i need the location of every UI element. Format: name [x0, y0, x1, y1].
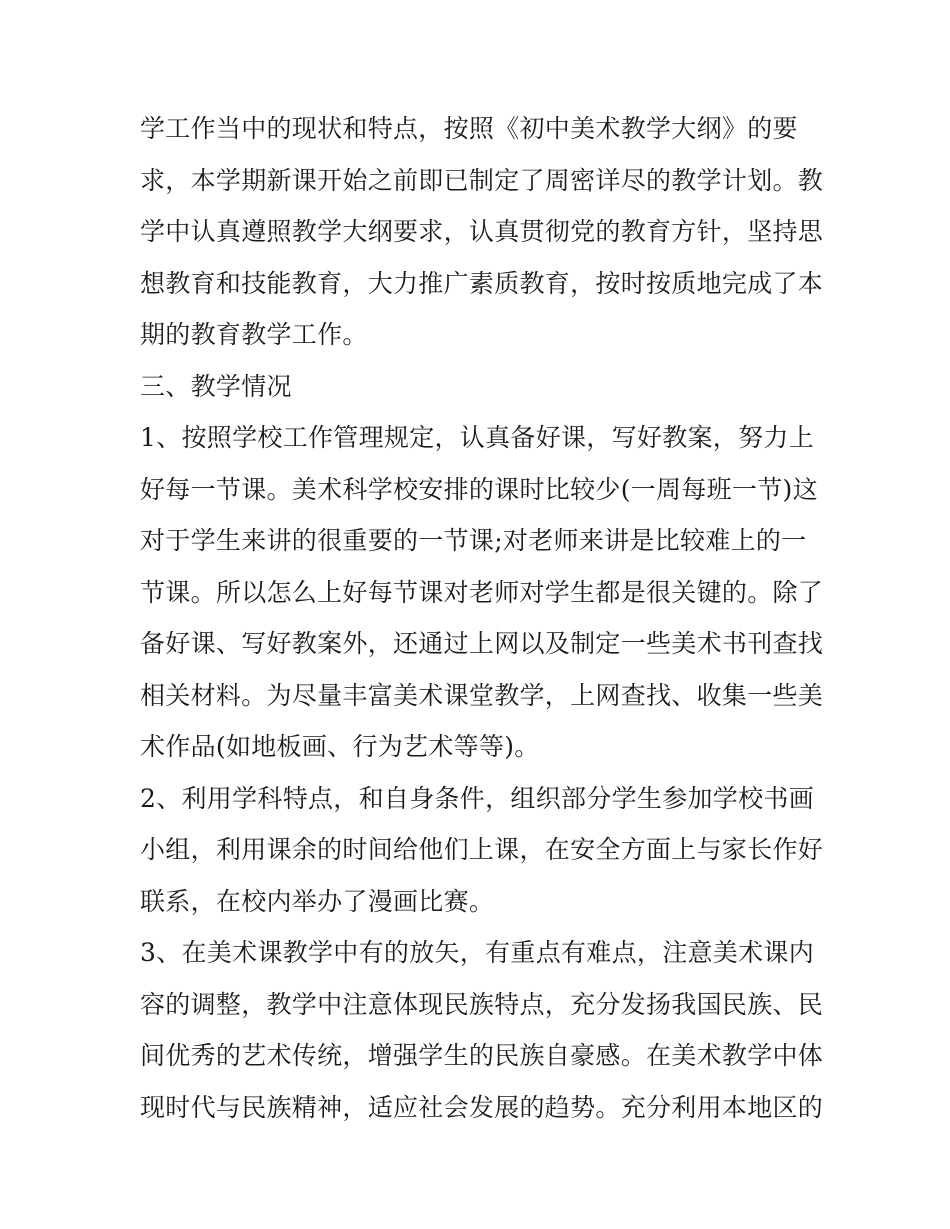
text-line: 2、利用学科特点，和自身条件，组织部分学生参加学校书画 — [140, 783, 815, 813]
text-line: 间优秀的艺术传统，增强学生的民族自豪感。在美术教学中体 — [140, 1041, 824, 1070]
text-line: 备好课、写好教案外，还通过上网以及制定一些美术书刊查找 — [140, 629, 824, 658]
text-line: 联系，在校内举办了漫画比赛。 — [140, 886, 495, 916]
text-line: 学中认真遵照教学大纲要求，认真贯彻党的教育方针，坚持思 — [140, 217, 824, 246]
text-line: 术作品(如地板画、行为艺术等等)。 — [140, 732, 540, 761]
text-line: 学工作当中的现状和特点，按照《初中美术教学大纲》的要 — [140, 114, 798, 143]
text-line: 好每一节课。美术科学校安排的课时比较少(一周每班一节)这 — [140, 474, 818, 504]
text-line: 3、在美术课教学中有的放矢，有重点有难点，注意美术课内 — [140, 938, 815, 967]
document-body — [140, 103, 824, 1133]
text-line: 相关材料。为尽量丰富美术课堂教学，上网查找、收集一些美 — [140, 680, 824, 710]
text-line: 1、按照学校工作管理规定，认真备好课，写好教案，努力上 — [140, 423, 815, 452]
section-heading: 三、教学情况 — [140, 371, 292, 401]
text-line: 对于学生来讲的很重要的一节课;对老师来讲是比较难上的一 — [140, 526, 807, 555]
text-line: 想教育和技能教育，大力推广素质教育，按时按质地完成了本 — [140, 268, 824, 298]
text-line: 现时代与民族精神，适应社会发展的趋势。充分利用本地区的 — [140, 1092, 824, 1122]
text-line: 小组，利用课余的时间给他们上课，在安全方面上与家长作好 — [140, 835, 824, 864]
text-line: 期的教育教学工作。 — [140, 320, 368, 349]
text-line: 节课。所以怎么上好每节课对老师对学生都是很关键的。除了 — [140, 577, 824, 607]
text-line: 容的调整，教学中注意体现民族特点，充分发扬我国民族、民 — [140, 989, 824, 1019]
text-line: 求，本学期新课开始之前即已制定了周密详尽的教学计划。教 — [140, 165, 824, 195]
